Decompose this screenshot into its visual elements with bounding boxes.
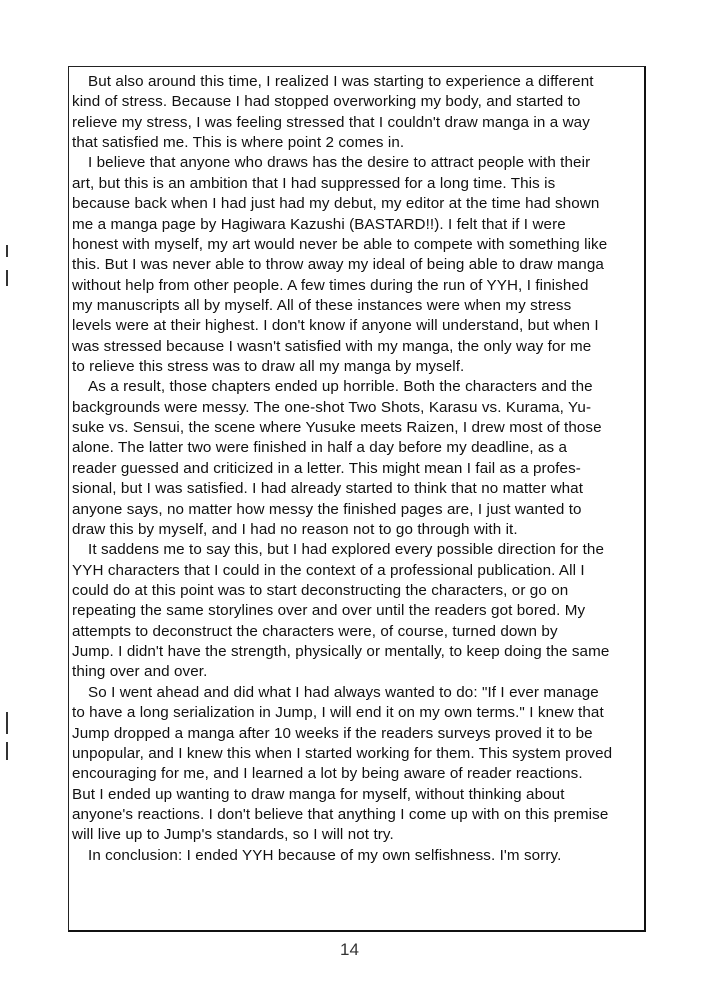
text-line: I believe that anyone who draws has the desire to attract people with their [88, 154, 591, 172]
text-line: But I ended up wanting to draw manga for myself, without thinking about [72, 785, 565, 803]
text-line: anyone's reactions. I don't believe that anything I come up with on this premise [72, 805, 609, 823]
text-line: because back when I had just had my debut, my editor at the time had shown [72, 195, 600, 213]
text-line: could do at this point was to start deconstructing the characters, or go on [72, 581, 569, 599]
text-line: to have a long serialization in Jump, I will end it on my own terms." I knew that [72, 704, 604, 722]
text-line: YYH characters that I could in the context of a professional publication. All I [72, 561, 585, 579]
text-line: levels were at their highest. I don't know if anyone will understand, but when I [72, 317, 599, 335]
text-line: alone. The latter two were finished in half a day before my deadline, as a [72, 439, 568, 457]
text-line: to relieve this stress was to draw all my manga by myself. [72, 358, 465, 376]
text-line: So I went ahead and did what I had always wanted to do: "If I ever manage [88, 683, 599, 701]
text-line: was stressed because I wasn't satisfied with my manga, the only way for me [72, 337, 592, 355]
text-line: relieve my stress, I was feeling stressed that I couldn't draw manga in a way [72, 113, 590, 131]
text-line: As a result, those chapters ended up horrible. Both the characters and the [88, 378, 593, 396]
scan-mark [6, 742, 8, 760]
text-line: honest with myself, my art would never be able to compete with something like [72, 235, 608, 253]
text-line: this. But I was never able to throw away my ideal of being able to draw manga [72, 256, 604, 274]
text-line: Jump dropped a manga after 10 weeks if the readers surveys proved it to be [72, 724, 593, 742]
scan-mark [6, 270, 8, 286]
text-line: anyone says, no matter how messy the finished pages are, I just wanted to [72, 500, 582, 518]
text-line: attempts to deconstruct the characters were, of course, turned down by [72, 622, 558, 640]
text-line: art, but this is an ambition that I had suppressed for a long time. This is [72, 174, 556, 192]
text-line: But also around this time, I realized I was starting to experience a different [88, 73, 594, 90]
scan-mark [6, 712, 8, 734]
text-line: reader guessed and criticized in a letter. This might mean I fail as a profes- [72, 459, 581, 477]
page-number: 14 [340, 940, 359, 959]
text-line: backgrounds were messy. The one-shot Two Shots, Karasu vs. Kurama, Yu- [72, 398, 592, 416]
scan-mark [6, 245, 8, 257]
text-line: me a manga page by Hagiwara Kazushi (BASTARD!!). I felt that if I were [72, 215, 566, 233]
text-line: unpopular, and I knew this when I started working for them. This system proved [72, 744, 613, 762]
text-line: Jump. I didn't have the strength, physically or mentally, to keep doing the same [72, 643, 610, 661]
text-line: In conclusion: I ended YYH because of my own selfishness. I'm sorry. [88, 846, 562, 864]
text-line: suke vs. Sensui, the scene where Yusuke meets Raizen, I drew most of those [72, 419, 602, 437]
text-line: kind of stress. Because I had stopped overworking my body, and started to [72, 93, 581, 111]
text-line: sional, but I was satisfied. I had already started to think that no matter what [72, 480, 584, 498]
text-line: It saddens me to say this, but I had explored every possible direction for the [88, 541, 605, 559]
text-line: repeating the same storylines over and over until the readers got bored. My [72, 602, 586, 620]
text-line: my manuscripts all by myself. All of these instances were when my stress [72, 296, 572, 314]
text-line: without help from other people. A few times during the run of YYH, I finished [72, 276, 589, 294]
text-line: encouraging for me, and I learned a lot by being aware of reader reactions. [72, 765, 583, 783]
body-text [72, 72, 644, 866]
text-line: will live up to Jump's standards, so I will not try. [72, 826, 394, 844]
text-line: draw this by myself, and I had no reason not to go through with it. [72, 520, 518, 538]
text-line: thing over and over. [72, 663, 208, 681]
text-line: that satisfied me. This is where point 2 comes in. [72, 134, 405, 152]
